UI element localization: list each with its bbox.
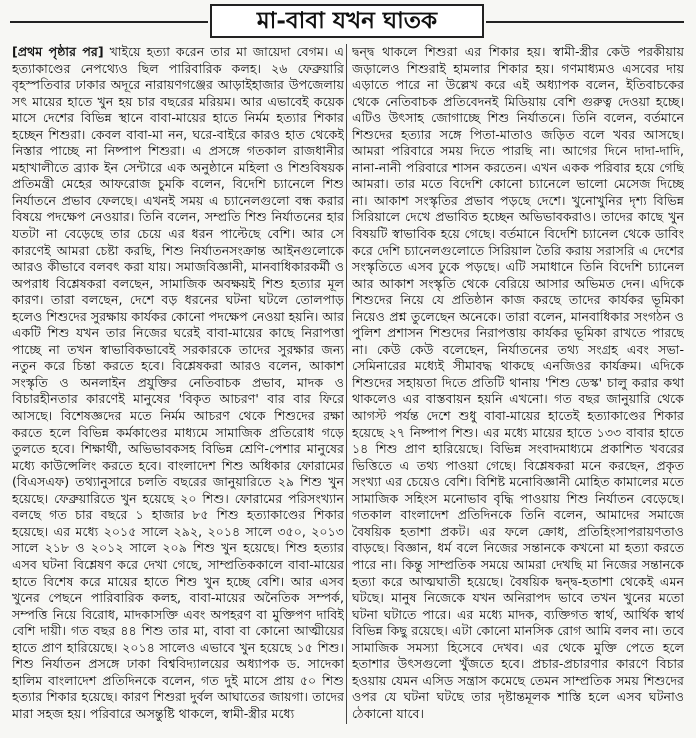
continuation-kicker: [প্রথম পৃষ্ঠার পর]: [12, 44, 104, 59]
article-column-right: [352, 44, 684, 726]
column-divider: [346, 44, 347, 724]
column-right-body: দ্বন্দ্ব থাকলে শিশুরা এর শিকার হয়। স্বামী-স্ত্রীর কেউ পরকীয়ায় জড়ালেও শিশুরাই হামলার শিকার হয়। গণমাধ্যমও এসবের দায় এড়াতে পারে না উল্লেখ করে এই অধ্যাপক বলেন, ইতিবাচকের থেকে নেতিবাচক প্রতিবেদনই মিডিয়ায় বেশি গুরুত্ব দেওয়া হচ্ছে। এটিও উৎসাহ জোগাচ্ছে শিশু নির্যাতনে। তিনি বলেন, বর্তমানে শিশুদের হত্যার সঙ্গে পিতা-মাতাও জড়িত বলে খবর আসছে। আমরা পরিবারে সময় দিতে পারছি না। আগের দিনে দাদা-দাদি, নানা-নানী পরিবারে শাসন করতেন। এখন একক পরিবার হয়ে গেছি আমরা। তার মতে বিদেশি কোনো চ্যানেলে ভালো মেসেজ দিচ্ছে না। আকাশ সংস্কৃতির প্রভাব পড়ছে দেশে। খুনোখুনির দৃশ্য বিভিন্ন সিরিয়ালে দেখে প্রভাবিত হচ্ছেন অভিভাবকরাও। তাদের কাছে খুন বিষয়টি স্বাভাবিক হয়ে গেছে। বর্তমানে বিদেশি চ্যানেল থেকে ডাবিং করে দেশি চ্যানেলগুলোতে সিরিয়াল তৈরি করায় সরাসরি এ দেশের সংস্কৃতিতে এসব ঢুকে পড়ছে। এটি সমাধানে তিনি বিদেশি চ্যানেল আর আকাশ সংস্কৃতি থেকে বেরিয়ে আসার অভিমত দেন। এদিকে শিশুদের নিয়ে যে প্রতিষ্ঠান কাজ করছে তাদের কার্যকর ভূমিকা নিয়েও প্রশ্ন তুলেছেন অনেকে। তারা বলেন, মানবাধিকার সংগঠন ও পুলিশ প্রশাসন শিশুদের নিরাপত্তায় কার্যকর ভূমিকা রাখতে পারছে না। কেউ কেউ বলেছেন, নির্যাতনের তথ্য সংগ্রহ এবং সভা-সেমিনারের মধ্যেই সীমাবদ্ধ থাকছে এনজিওর কার্যক্রম। এদিকে শিশুদের সহায়তা দিতে প্রতিটি থানায় 'শিশু ডেস্ক' চালু করার কথা থাকলেও এর বাস্তবায়ন হয়নি এখনো। গত বছর জানুয়ারি থেকে আগস্ট পর্যন্ত দেশে শুধু বাবা-মায়ের হাতেই হত্যাকাণ্ডের শিকার হয়েছে ২৭ নিষ্পাপ শিশু। এর মধ্যে মায়ের হাতে ১৩৩ বাবার হাতে ১৪ শিশু প্রাণ হারিয়েছে। বিভিন্ন সংবাদমাধ্যমে প্রকাশিত খবরের ভিত্তিতে এ তথ্য পাওয়া গেছে। বিশ্লেষকরা মনে করছেন, প্রকৃত সংখ্যা এর চেয়েও বেশি। বিশিষ্ট মনোবিজ্ঞানী মোহিত কামালের মতে সামাজিক সহিংস মনোভাব বৃদ্ধি পাওয়ায় শিশু নির্যাতন বেড়েছে। গতকাল বাংলাদেশ প্রতিদিনকে তিনি বলেন, আমাদের সমাজে বৈষয়িক হতাশা প্রকট। এর ফলে ক্রোধ, প্রতিহিংসাপরায়ণতাও বাড়ছে। বিজ্ঞান, ধর্ম বলে নিজের সন্তানকে কখনো মা হত্যা করতে পারে না। কিন্তু সাম্প্রতিক সময়ে আমরা দেখছি মা নিজের সন্তানকে হত্যা করে আত্মঘাতী হয়েছে। বৈষয়িক দ্বন্দ্ব-হতাশা থেকেই এমন ঘটছে। মানুষ নিজেকে যখন অনিরাপদ ভাবে তখন খুনের মতো ঘটনা ঘটাতে পারে। এর মধ্যে মাদক, ব্যক্তিগত স্বার্থ, আর্থিক স্বার্থ বিভিন্ন কিছু রয়েছে। এটা কোনো মানসিক রোগ আমি বলব না। তবে সামাজিক সমস্যা হিসেবে দেখব। এর থেকে মুক্তি পেতে হলে হতাশার উৎসগুলো খুঁজতে হবে। প্রচার-প্রচারণার কারণে বিচার হওয়ায় যেমন এসিড সন্ত্রাস কমেছে তেমন সাম্প্রতিক সময় শিশুদের ওপর যে ঘটনা ঘটছে তার দৃষ্টান্তমূলক শাস্তি হলে এসব ঘটনাও ঠেকানো যাবে।: [352, 44, 684, 721]
headline-banner: [0, 4, 696, 40]
headline-rule-left: [10, 21, 208, 23]
column-left-body: খাইয়ে হত্যা করেন তার মা জায়েদা বেগম। এ হত্যাকাণ্ডের নেপথ্যেও ছিল পারিবারিক কলহ। ২৬ ফেব্রুয়ারি বৃহস্পতিবার ঢাকার অদূরে নারায়ণগঞ্জের আড়াইহাজার উপজেলায় সৎ মায়ের হাতে খুন হয় চার বছরের মরিয়ম। আর এভাবেই কয়েক মাসে দেশের বিভিন্ন স্থানে বাবা-মায়ের হাতে নির্মম হত্যার শিকার হচ্ছেন শিশুরা। কেবল বাবা-মা নন, ঘরে-বাইরে কারও হাত থেকেই নিস্তার পাচ্ছে না নিষ্পাপ শিশুরা। এ প্রসঙ্গে গতকাল রাজধানীর মহাখালীতে ব্র্যাক ইন সেন্টারে এক অনুষ্ঠানে মহিলা ও শিশুবিষয়ক প্রতিমন্ত্রী মেহের আফরোজ চুমকি বলেন, বিদেশি চ্যানেলে শিশু নির্যাতনে প্রভাব ফেলছে। এখনই সময় এ চ্যানেলগুলো বন্ধ করার বিষয়ে পদক্ষেপ নেওয়ার। তিনি বলেন, সম্প্রতি শিশু নির্যাতনের হার যতটা না বেড়েছে তার চেয়ে এর ধরন পাল্টেছে বেশি। আর সে কারণেই আমরা চেষ্টা করছি, শিশু নির্যাতনসংক্রান্ত আইনগুলোকে আরও কীভাবে বলবৎ করা যায়। সমাজবিজ্ঞানী, মানবাধিকারকর্মী ও অপরাধ বিশ্লেষকরা বলছেন, সামাজিক অবক্ষয়ই শিশু হত্যার মূল কারণ। তারা বলছেন, দেশে বড় ধরনের ঘটনা ঘটলে তোলপাড় হলেও শিশুদের সুরক্ষায় কার্যকর কোনো পদক্ষেপ নেওয়া হয়নি। আর একটি শিশু যখন তার নিজের ঘরেই বাবা-মায়ের কাছে নিরাপত্তা পাচ্ছে না তখন স্বাভাবিকভাবেই সরকারকে তাদের সুরক্ষার জন্য নতুন করে চিন্তা করতে হবে। বিশ্লেষকরা আরও বলেন, আকাশ সংস্কৃতি ও অনলাইন প্রযুক্তির নেতিবাচক প্রভাব, মাদক ও বিচারহীনতার কারণেই মানুষের 'বিকৃত আচরণ' বার বার ফিরে আসছে। বিশেষজ্ঞদের মতে নির্মম আচরণ থেকে শিশুদের রক্ষা করতে হলে বিভিন্ন কর্মকাণ্ডের মাধ্যমে সামাজিক প্রতিরোধ গড়ে তুলতে হবে। শিক্ষার্থী, অভিভাবকসহ বিভিন্ন শ্রেণি-পেশার মানুষের মধ্যে কাউন্সেলিং করতে হবে। বাংলাদেশ শিশু অধিকার ফোরামের (বিএসএফ) তথ্যানুসারে চলতি বছরের জানুয়ারিতে ২৯ শিশু খুন হয়েছে। ফেব্রুয়ারিতে খুন হয়েছে ২০ শিশু। ফোরামের পরিসংখ্যান বলছে গত চার বছরে ১ হাজার ৮৫ শিশু হত্যাকাণ্ডের শিকার হয়েছে। এর মধ্যে ২০১৫ সালে ২৯২, ২০১৪ সালে ৩৫০, ২০১৩ সালে ২১৮ ও ২০১২ সালে ২০৯ শিশু খুন হয়েছে। শিশু হত্যার এসব ঘটনা বিশ্লেষণ করে দেখা গেছে, সাম্প্রতিককালে বাবা-মায়ের হাতে বিশেষ করে মায়ের হাতে শিশু খুন হচ্ছে বেশি। আর এসব খুনের পেছনে পারিবারিক কলহ, বাবা-মায়ের অনৈতিক সম্পর্ক, সম্পত্তি নিয়ে বিরোধ, মাদকাসক্তি এবং অপহরণ বা মুক্তিপণ দাবিই বেশি দায়ী। গত বছর ৪৪ শিশু তার মা, বাবা বা কোনো আত্মীয়ের হাতে প্রাণ হারিয়েছে। ২০১৪ সালেও এভাবে খুন হয়েছে ১৫ শিশু। শিশু নির্যাতন প্রসঙ্গে ঢাকা বিশ্ববিদ্যালয়ের অধ্যাপক ড. সাদেকা হালিম বাংলাদেশ প্রতিদিনকে বলেন, গত দুই মাসে প্রায় ৫০ শিশু হত্যার শিকার হয়েছে। কারণ শিশুরা দুর্বল আঘাতের জায়গা। তাদের মারা সহজ হয়। পরিবারে অসন্তুষ্টি থাকলে, স্বামী-স্ত্রীর মধ্যে: [12, 44, 344, 721]
headline-rule-right: [486, 21, 684, 23]
article-headline: মা-বাবা যখন ঘাতক: [210, 4, 484, 38]
column-left-text: [12, 44, 344, 722]
article-column-left: [12, 44, 344, 726]
